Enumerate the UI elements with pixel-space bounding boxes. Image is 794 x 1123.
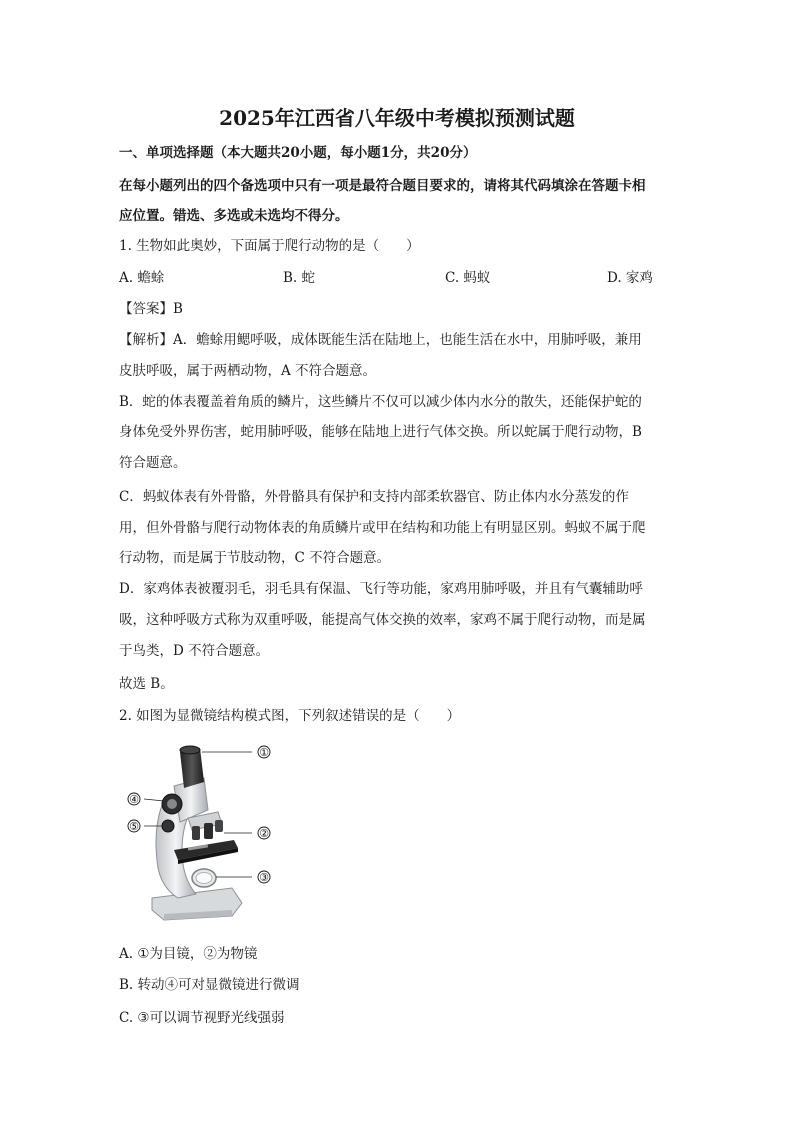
instruction-line-1: 在每小题列出的四个备选项中只有一项是最符合题目要求的，请将其代码填涂在答题卡相 bbox=[119, 178, 646, 194]
exam-title: 2025年江西省八年级中考模拟预测试题 bbox=[219, 106, 575, 130]
label-5: ⑤ bbox=[129, 820, 139, 833]
q2-option-b: B. 转动④可对显微镜进行微调 bbox=[119, 977, 300, 993]
q2-option-c: C. ③可以调节视野光线强弱 bbox=[119, 1010, 285, 1026]
q1-analysis-line: 符合题意。 bbox=[119, 455, 187, 471]
q1-analysis-line: 吸，这种呼吸方式称为双重呼吸，能提高气体交换的效率，家鸡不属于爬行动物，而是属 bbox=[119, 612, 646, 628]
q1-analysis-line: 皮肤呼吸，属于两栖动物，A 不符合题意。 bbox=[119, 363, 377, 379]
q1-analysis-line: 于鸟类，D 不符合题意。 bbox=[119, 643, 270, 659]
q1-answer: 【答案】B bbox=[119, 301, 183, 317]
label-4: ④ bbox=[129, 793, 139, 806]
q1-option-c: C. 蚂蚁 bbox=[445, 270, 491, 286]
section-heading: 一、单项选择题（本大题共20小题，每小题1分，共20分） bbox=[119, 145, 477, 161]
q1-analysis-line: C．蚂蚁体表有外骨骼，外骨骼具有保护和支持内部柔软器官、防止体内水分蒸发的作 bbox=[119, 489, 629, 505]
q1-analysis-line: D．家鸡体表被覆羽毛，羽毛具有保温、飞行等功能，家鸡用肺呼吸，并且有气囊辅助呼 bbox=[119, 581, 643, 597]
q1-analysis-line: 【解析】A．蟾蜍用鳃呼吸，成体既能生活在陆地上，也能生活在水中，用肺呼吸，兼用 bbox=[119, 332, 642, 348]
question-2-stem: 2. 如图为显微镜结构模式图，下列叙述错误的是（ ） bbox=[119, 708, 461, 724]
instruction-line-2: 应位置。错选、多选或未选均不得分。 bbox=[119, 208, 349, 224]
q1-analysis-line: 用，但外骨骼与爬行动物体表的角质鳞片或甲在结构和功能上有明显区别。蚂蚁不属于爬 bbox=[119, 520, 646, 536]
q1-analysis-line: B．蛇的体表覆盖着角质的鳞片，这些鳞片不仅可以减少体内水分的散失，还能保护蛇的 bbox=[119, 394, 642, 410]
label-3: ③ bbox=[259, 871, 269, 884]
q1-option-b: B. 蛇 bbox=[283, 270, 316, 286]
label-1: ① bbox=[259, 746, 269, 759]
q1-analysis-line: 身体免受外界伤害，蛇用肺呼吸，能够在陆地上进行气体交换。所以蛇属于爬行动物，B bbox=[119, 424, 642, 440]
q1-conclusion: 故选 B。 bbox=[119, 676, 174, 692]
q2-option-a: A. ①为目镜，②为物镜 bbox=[119, 946, 258, 962]
q1-option-d: D. 家鸡 bbox=[607, 270, 653, 286]
q1-analysis-line: 行动物，而是属于节肢动物，C 不符合题意。 bbox=[119, 550, 391, 566]
microscope-figure bbox=[122, 738, 282, 928]
label-2: ② bbox=[259, 827, 269, 840]
question-1-stem: 1. 生物如此奥妙，下面属于爬行动物的是（ ） bbox=[119, 238, 420, 254]
q1-option-a: A. 蟾蜍 bbox=[119, 270, 165, 286]
